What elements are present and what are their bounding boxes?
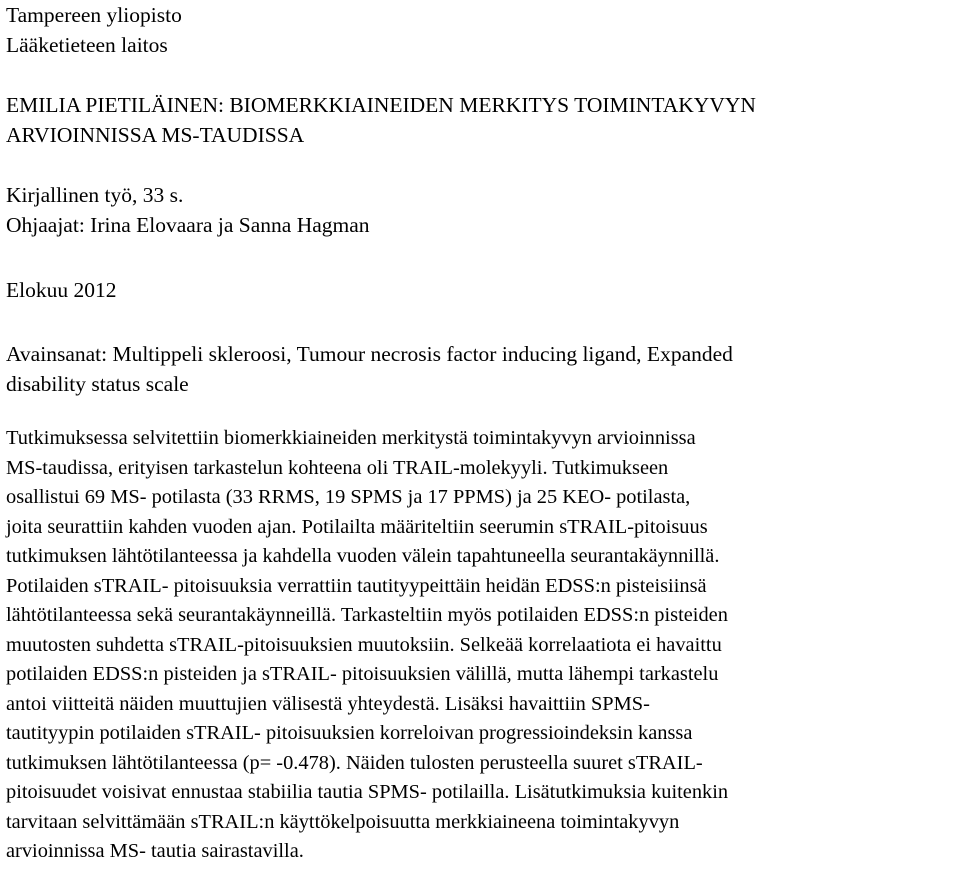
abstract-line: tarvitaan selvittämään sTRAIL:n käyttökelpoisuutta merkkiaineena toimintakyvyn — [6, 810, 680, 833]
abstract-line: MS-taudissa, erityisen tarkastelun kohteena oli TRAIL-molekyyli. Tutkimukseen — [6, 456, 669, 479]
abstract-line: pitoisuudet voisivat ennustaa stabiilia tautia SPMS- potilailla. Lisätutkimuksia kuitenkin — [6, 781, 729, 803]
date: Elokuu 2012 — [6, 278, 117, 302]
abstract-line: Potilaiden sTRAIL- pitoisuuksia verrattiin tautityypeittäin heidän EDSS:n pisteisiinsä — [6, 574, 707, 597]
abstract — [6, 424, 956, 867]
abstract-line: potilaiden EDSS:n pisteiden ja sTRAIL- pitoisuuksien välillä, mutta lähempi tarkastelu — [6, 663, 719, 685]
abstract-line: osallistui 69 MS- potilasta (33 RRMS, 19 SPMS ja 17 PPMS) ja 25 KEO- potilasta, — [6, 486, 691, 508]
work-info: Kirjallinen työ, 33 s. — [6, 183, 184, 207]
abstract-line: lähtötilanteessa sekä seurantakäynneillä. Tarkasteltiin myös potilaiden EDSS:n pisteiden — [6, 604, 728, 626]
abstract-line: antoi viitteitä näiden muuttujien välisestä yhteydestä. Lisäksi havaittiin SPMS- — [6, 692, 650, 715]
abstract-line: tutkimuksen lähtötilanteessa (p= -0.478). Näiden tulosten perusteella suuret sTRAIL- — [6, 751, 703, 774]
keywords-line-1: Avainsanat: Multippeli skleroosi, Tumour necrosis factor inducing ligand, Expanded — [6, 342, 733, 366]
abstract-line: muutosten suhdetta sTRAIL-pitoisuuksien muutoksiin. Selkeää korrelaatiota ei havaittu — [6, 633, 722, 656]
abstract-line: Tutkimuksessa selvitettiin biomerkkiaineiden merkitystä toimintakyvyn arvioinnissa — [6, 427, 696, 449]
abstract-line: arvioinnissa MS- tautia sairastavilla. — [6, 840, 304, 862]
supervisors: Ohjaajat: Irina Elovaara ja Sanna Hagman — [6, 213, 370, 237]
university-name: Tampereen yliopisto — [6, 3, 182, 27]
abstract-line: joita seurattiin kahden vuoden ajan. Potilailta määriteltiin seerumin sTRAIL-pitoisuus — [6, 515, 708, 538]
thesis-title-line-2: ARVIOINNISSA MS-TAUDISSA — [6, 123, 305, 147]
keywords-line-2: disability status scale — [6, 372, 189, 396]
thesis-title-line-1: EMILIA PIETILÄINEN: BIOMERKKIAINEIDEN MERKITYS TOIMINTAKYVYN — [6, 93, 756, 117]
abstract-line: tautityypin potilaiden sTRAIL- pitoisuuksien korreloivan progressioindeksin kanssa — [6, 722, 693, 744]
department-name: Lääketieteen laitos — [6, 33, 168, 57]
abstract-line: tutkimuksen lähtötilanteessa ja kahdella vuoden välein tapahtuneella seurantakäynnillä. — [6, 545, 720, 567]
